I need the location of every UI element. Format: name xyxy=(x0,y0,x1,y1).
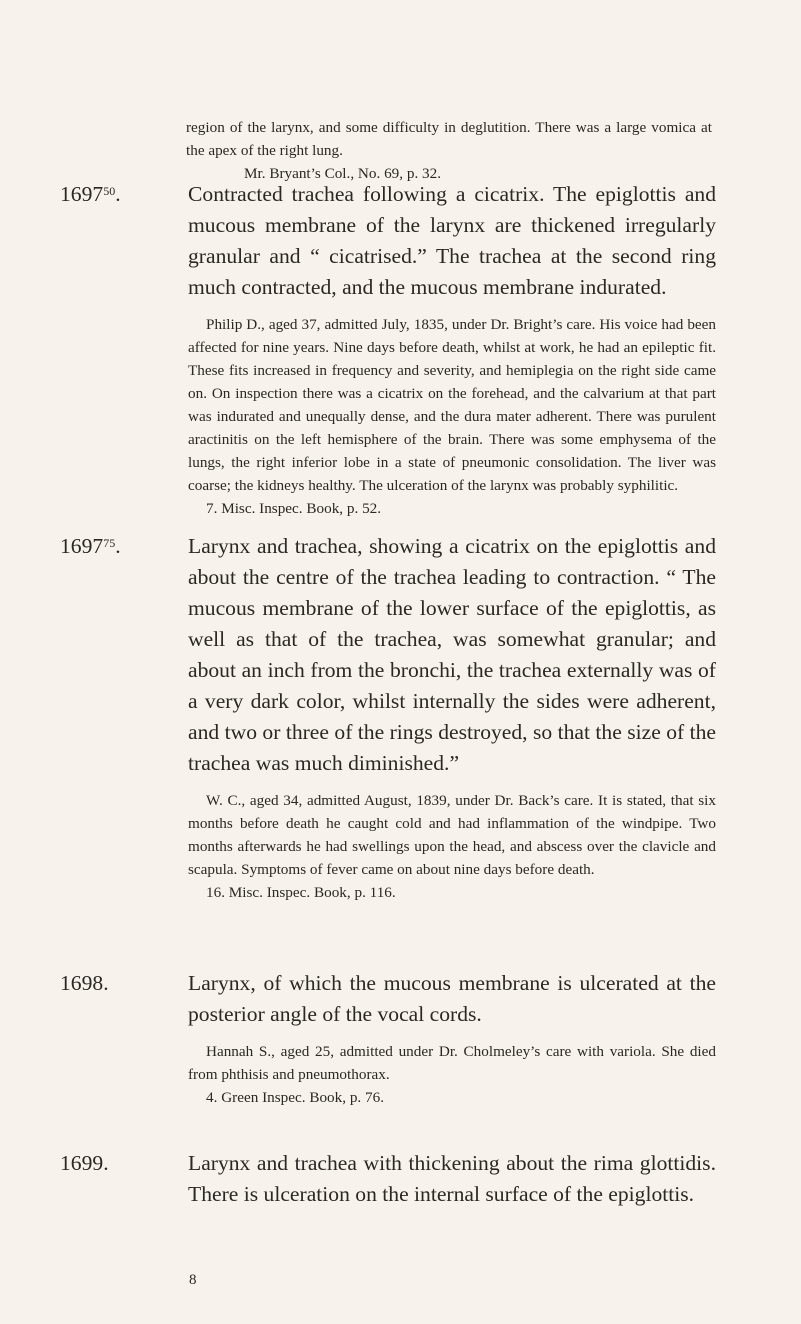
intro-reference: Mr. Bryant’s Col., No. 69, p. 32. xyxy=(244,165,442,182)
entry-heading: 1699. Larynx and trachea with thickening about the rima glottidis. There is ulceration on the internal surface of the epiglottis. xyxy=(124,1148,716,1210)
entry-number: 1698. xyxy=(60,971,109,995)
entry-heading: 1698. Larynx, of which the mucous membrane is ulcerated at the posterior angle of the vocal cords. xyxy=(124,968,716,1030)
case-text: Philip D., aged 37, admitted July, 1835, under Dr. Bright’s care. His voice had been affected for nine years. Nine days before death, whilst at work, he had an epileptic fit. These fits increased in frequency and severity, and hemiplegia on the right side came on. On inspection there was a cicatrix on the forehead, and the calvarium at that part was indurated and unequally dense, and the dura mater adherent. There was purulent aractinitis on the left hemisphere of the brain. There was some emphysema of the lungs, the right inferior lobe in a state of pneumonic consolidation. The liver was coarse; the kidneys healthy. The ulceration of the larynx was probably syphilitic. xyxy=(188,316,716,494)
entry-heading: 1697$^{75}$. Larynx and trachea, showing a cicatrix on the epiglottis and about the centre of the trachea leading to contraction. “ The mucous membrane of the lower surface of the epiglottis, as well as that of the trachea, was somewhat granular; and about an inch from the bronchi, the trachea externally was of a very dark color, whilst internally the sides were adherent, and two or three of the rings destroyed, so that the size of the trachea was much diminished.” xyxy=(124,528,716,779)
entry-number: 1697$^{50}$. xyxy=(60,182,121,206)
case-note xyxy=(188,789,716,904)
intro-case-continuation xyxy=(186,116,712,185)
entry-heading: 1697$^{50}$. Contracted trachea following a cicatrix. The epiglottis and mucous membrane of the larynx are thickened irregularly granular and “ cicatrised.” The trachea at the second ring much contracted, and the mucous membrane indurated. xyxy=(124,176,716,303)
case-reference: 16. Misc. Inspec. Book, p. 116. xyxy=(206,884,396,901)
entry-number: 1699. xyxy=(60,1151,109,1175)
case-reference: 7. Misc. Inspec. Book, p. 52. xyxy=(206,500,382,517)
catalogue-entry-1698 xyxy=(60,968,716,1109)
case-note xyxy=(188,1040,716,1109)
entry-number: 1697$^{75}$. xyxy=(60,534,121,558)
case-reference: 4. Green Inspec. Book, p. 76. xyxy=(206,1089,384,1106)
case-note xyxy=(188,313,716,520)
intro-text: region of the larynx, and some difficulty in deglutition. There was a large vomica at the apex of the right lung. xyxy=(186,119,712,159)
catalogue-entry-1697-50 xyxy=(60,176,716,520)
signature-mark: 8 xyxy=(189,1272,197,1288)
case-text: W. C., aged 34, admitted August, 1839, under Dr. Back’s care. It is stated, that six months before death he caught cold and had inflammation of the windpipe. Two months afterwards he had swellings upon the head, and abscess over the clavicle and scapula. Symptoms of fever came on about nine days before death. xyxy=(188,792,716,878)
catalogue-entry-1699 xyxy=(60,1148,716,1210)
case-text: Hannah S., aged 25, admitted under Dr. Cholmeley’s care with variola. She died from phthisis and pneumothorax. xyxy=(188,1043,716,1083)
catalogue-entry-1697-75 xyxy=(60,528,716,904)
